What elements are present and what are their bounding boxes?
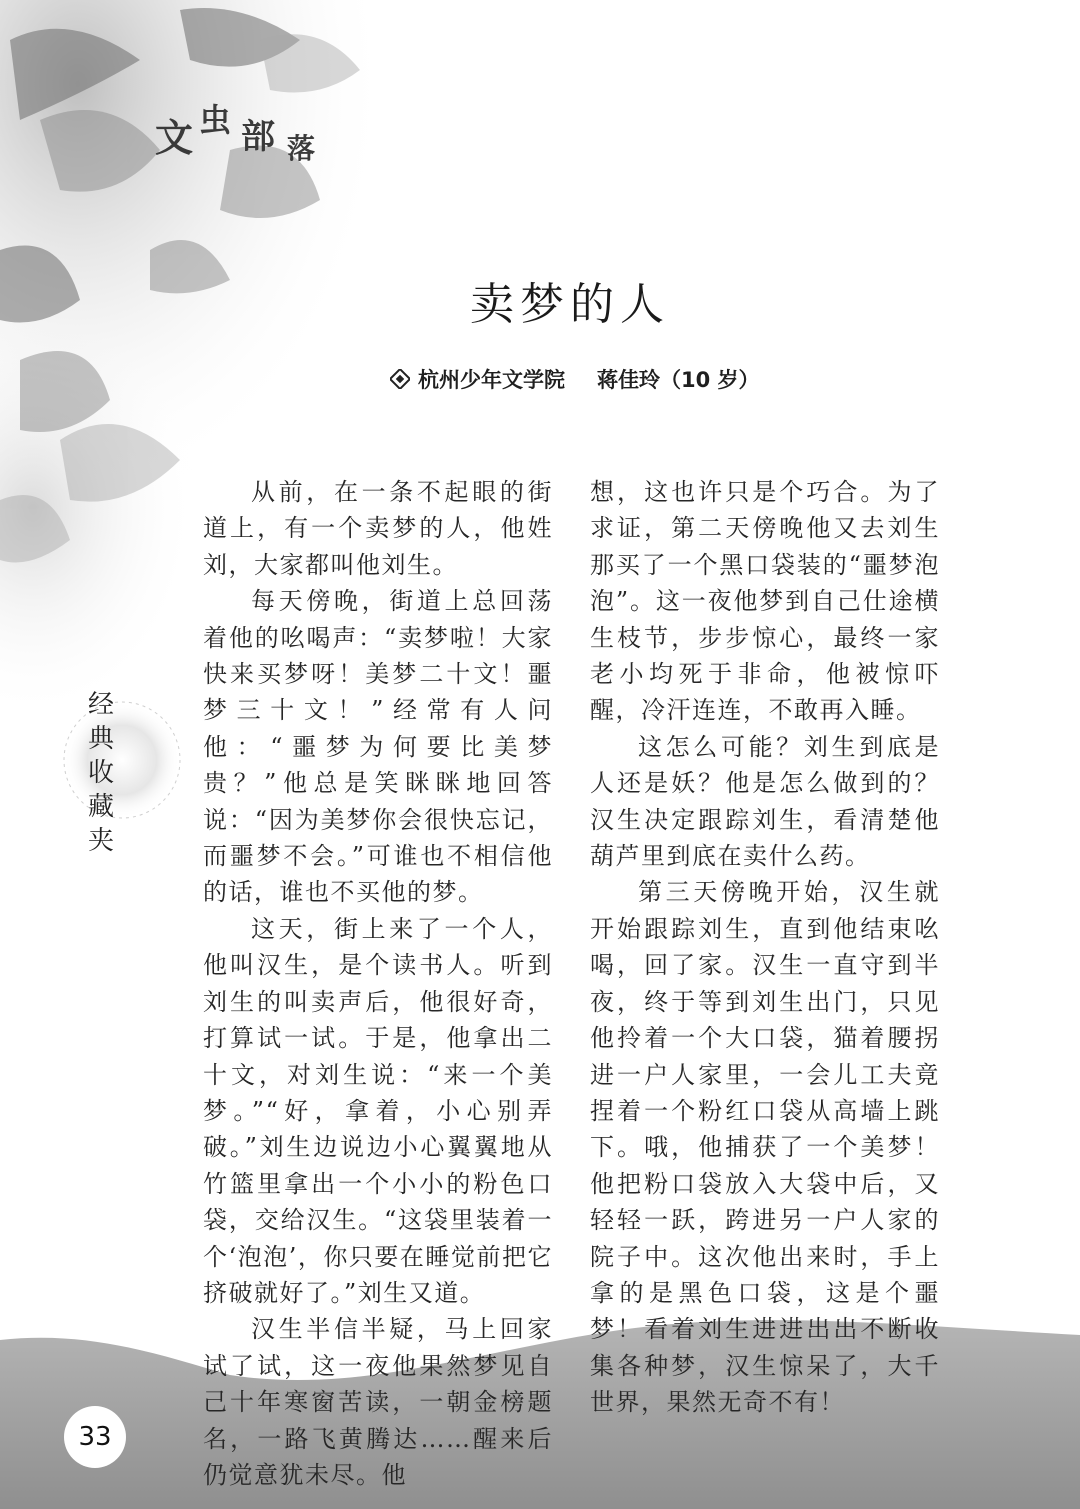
page-number: 33 [64, 1406, 126, 1468]
article-paragraph: 汉生半信半疑，马上回家试了试，这一夜他果然梦见自己十年寒窗苦读，一朝金榜题名，一路飞黄腾达……醒来后仍觉意犹未尽。他 [203, 1315, 553, 1489]
side-label-char: 藏 [88, 792, 115, 822]
article-title: 卖梦的人 [470, 279, 670, 330]
byline-school: 杭州少年文学院 [418, 368, 565, 392]
side-label-char: 夹 [88, 826, 115, 856]
byline-author: 蒋佳玲（10 岁） [597, 368, 760, 392]
brand-char: 落 [287, 132, 316, 165]
side-label [88, 688, 168, 858]
section-brand [155, 95, 345, 175]
article-paragraph: 每天傍晚，街道上总回荡着他的吆喝声：“卖梦啦！大家快来买梦呀！美梦二十文！噩梦三十文！”经常有人问他：“噩梦为何要比美梦贵？”他总是笑眯眯地回答说：“因为美梦你会很快忘记，而噩梦不会。”可谁也不相信他的话，谁也不买他的梦。 [203, 587, 553, 907]
byline [390, 364, 760, 394]
article-paragraph: 想，这也许只是个巧合。为了求证，第二天傍晚他又去刘生那买了一个黑口袋装的“噩梦泡泡”。这一夜他梦到自己仕途横生枝节，步步惊心，最终一家老小均死于非命，他被惊吓醒，冷汗连连，不敢再入睡。 [590, 478, 940, 725]
article-paragraph: 从前，在一条不起眼的街道上，有一个卖梦的人，他姓刘，大家都叫他刘生。 [203, 478, 553, 579]
side-label-char: 收 [88, 758, 115, 788]
brand-char: 虫 [199, 101, 232, 139]
article-column-right [590, 474, 940, 1421]
article-column-left [203, 474, 553, 1493]
article-paragraph: 第三天傍晚开始，汉生就开始跟踪刘生，直到他结束吆喝，回了家。汉生一直守到半夜，终于等到刘生出门，只见他拎着一个大口袋，猫着腰拐进一户人家里，一会儿工夫竟捏着一个粉红口袋从高墙上跳下。哦，他捕获了一个美梦！他把粉口袋放入大袋中后，又轻轻一跃，跨进另一户人家的院子中。这次他出来时，手上拿的是黑色口袋，这是个噩梦！看着刘生进进出出不断收集各种梦，汉生惊呆了，大千世界，果然无奇不有！ [590, 878, 940, 1417]
side-label-char: 经 [88, 690, 115, 720]
side-label-char: 典 [88, 724, 115, 754]
diamond-bullet-icon [390, 369, 410, 389]
brand-char: 部 [241, 117, 275, 157]
article-paragraph: 这怎么可能？刘生到底是人还是妖？他是怎么做到的？汉生决定跟踪刘生，看清楚他葫芦里到底在卖什么药。 [590, 732, 940, 871]
article-paragraph: 这天，街上来了一个人，他叫汉生，是个读书人。听到刘生的叫卖声后，他很好奇，打算试一试。于是，他拿出二十文，对刘生说：“来一个美梦。”“好，拿着，小心别弄破。”刘生边说边小心翼翼地从竹篮里拿出一个小小的粉色口袋，交给汉生。“这袋里装着一个‘泡泡’，你只要在睡觉前把它挤破就好了。”刘生又道。 [203, 914, 553, 1307]
brand-char: 文 [155, 116, 194, 160]
